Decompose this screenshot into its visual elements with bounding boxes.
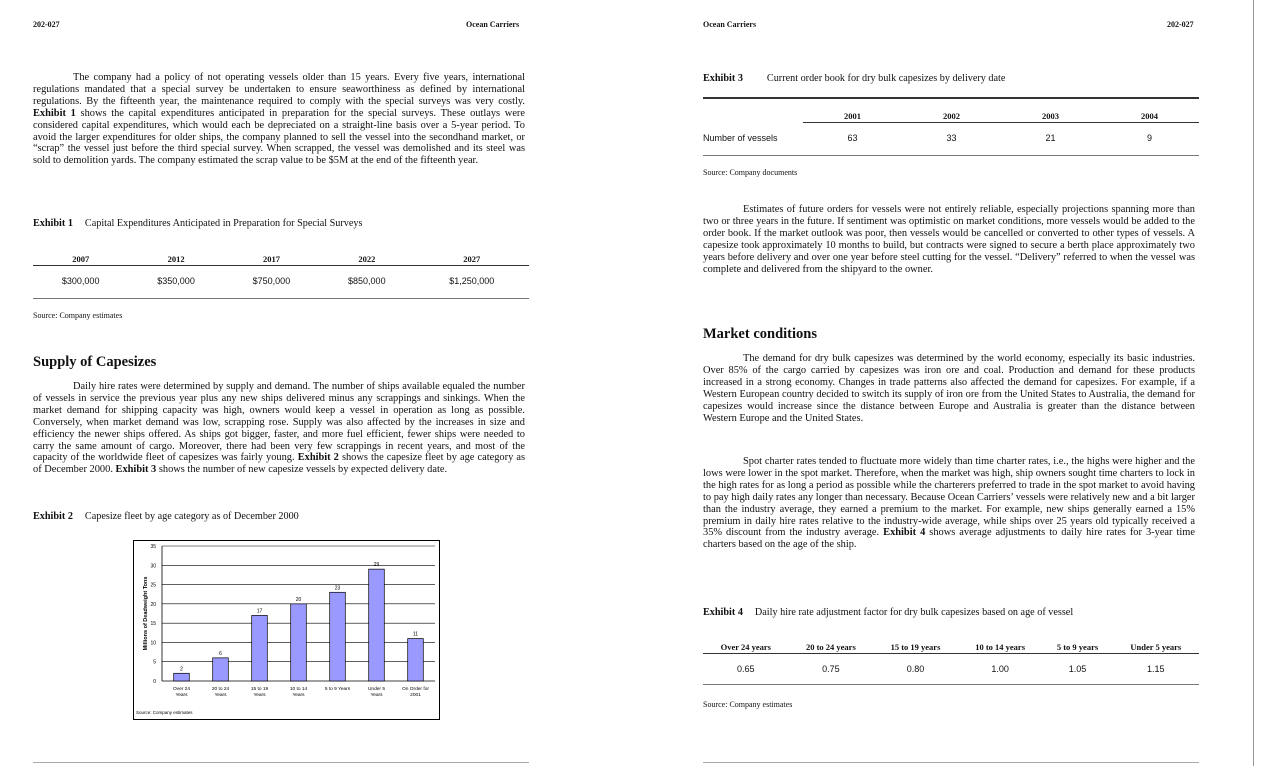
- data-label: 20: [295, 596, 302, 603]
- y-tick-label: 0: [153, 679, 156, 685]
- paragraph-supply: [33, 381, 525, 476]
- exhibit3-caption: [703, 73, 1005, 84]
- text: 2012: [128, 254, 223, 266]
- bar: [174, 673, 190, 681]
- text: 0.75: [822, 664, 840, 674]
- exhibit-ref: Exhibit 1: [33, 107, 76, 119]
- text: Exhibit 3: [115, 464, 157, 476]
- bar: [369, 569, 385, 681]
- text: Under 5 years: [1113, 642, 1199, 654]
- exhibit1-source: Source: Company estimates: [33, 311, 123, 320]
- text: 20 to 24 years: [789, 642, 874, 654]
- y-tick-label: 5: [153, 659, 156, 666]
- bar: [252, 615, 268, 681]
- x-tick-label: 5 to 9 Years: [324, 687, 351, 692]
- data-label: 23: [334, 585, 341, 592]
- text: 2004: [1100, 111, 1199, 123]
- table-rule: [33, 298, 529, 299]
- text: 2001: [803, 111, 902, 123]
- page-number-left: 202-027: [33, 20, 60, 29]
- exhibit1-caption: [33, 218, 362, 229]
- exhibit3-source: Source: Company documents: [703, 168, 798, 177]
- x-tick-label: 2001: [410, 693, 421, 698]
- text: 2003: [1001, 111, 1100, 123]
- y-tick-label: 15: [150, 621, 156, 628]
- data-label: 11: [412, 631, 419, 638]
- exhibit4-caption: [703, 607, 1073, 618]
- text: Capital Expenditures Anticipated in Preparation for Special Surveys: [84, 218, 363, 229]
- y-tick-label: 35: [150, 544, 156, 550]
- y-tick-label: 20: [150, 601, 156, 608]
- text: shows the capital expenditures anticipated in preparation for the special surveys. These outlays were considered capital expenditures, which would each be depreciated on a straight-line basis over a 5-year period. To avoid the larger expenditures for older ships, the company planned to sell the vessel into the secondhand market, or “scrap” the vessel just before the third special survey. When scrapped, the vessel was demolished and its steel was sold to demolition yards. The company estimated the scrap value to be $5M at the end of the fifteenth year.: [33, 107, 525, 167]
- table-top-rule: [703, 97, 1199, 99]
- page-edge: [1253, 0, 1254, 766]
- data-label: 2: [180, 666, 183, 673]
- x-tick-label: Under 5: [367, 687, 386, 692]
- data-label: 17: [256, 608, 263, 615]
- text: shows average adjustments to daily hire rates for 3-year time charters based on the age of the ship.: [703, 527, 1195, 551]
- text: Current order book for dry bulk capesizes by delivery date: [766, 73, 1006, 84]
- text: $750,000: [252, 276, 291, 286]
- text: $850,000: [348, 276, 386, 286]
- text: Exhibit 2: [33, 511, 73, 522]
- x-tick-label: Years: [214, 693, 227, 698]
- text: 63: [847, 133, 858, 143]
- text: 15 to 19 years: [873, 642, 958, 654]
- x-tick-label: On Order for: [402, 687, 429, 692]
- text: $1,250,000: [449, 276, 495, 286]
- text: 1.15: [1147, 664, 1165, 674]
- y-tick-label: 25: [150, 582, 156, 589]
- paragraph-demand: The demand for dry bulk capesizes was determined by the world economy, especially its basic industries. Over 85% of the cargo carried by capesizes was iron ore and coal. Production and demand for these products increased in a strong economy. Changes in trade patterns also affected the demand for capesizes. For example, if a Western European country decided to switch its supply of iron ore from the United States to Australia, the demand for capesizes would increase since the distance between Europe and Australia is greater than the distance between Western Europe and the United States.: [703, 353, 1195, 424]
- text: Exhibit 4: [703, 607, 743, 618]
- page-bottom-rule: [33, 762, 529, 763]
- exhibit4-table: [703, 642, 1199, 684]
- text: 2002: [902, 111, 1001, 123]
- data-label: 6: [219, 650, 222, 657]
- text: 0.80: [906, 664, 925, 674]
- text: $300,000: [61, 276, 100, 286]
- y-tick-label: 30: [150, 563, 156, 570]
- text: 2017: [224, 254, 319, 266]
- y-tick-label: 10: [150, 640, 156, 647]
- x-tick-label: Years: [292, 693, 305, 698]
- x-tick-label: 20 to 24: [211, 687, 230, 692]
- text: 1.00: [991, 664, 1009, 674]
- paragraph-policy: [33, 72, 525, 167]
- text: shows the number of new capesize vessels by expected delivery date.: [156, 464, 448, 476]
- bar: [213, 658, 229, 681]
- section-heading-market: Market conditions: [703, 326, 817, 342]
- x-tick-label: Years: [175, 693, 188, 698]
- text: Exhibit 4: [883, 527, 926, 539]
- text: Exhibit 2: [297, 452, 339, 464]
- page-number-right: 202-027: [1167, 20, 1194, 29]
- paragraph-orders: Estimates of future orders for vessels were not entirely reliable, especially projections spanning more than two or three years in the future. If sentiment was optimistic on market conditions, more vessels would be added to the order book. If the market outlook was poor, then vessels would be cancelled or converted to other types of vessels. A capesize took approximately 10 months to build, but contracts were signed to secure a berth place approximately two years before delivery and over one year before steel cutting for the vessel. “Delivery” referred to when the vessel was complete and delivered from the shipyard to the owner.: [703, 204, 1195, 275]
- table-rule: [703, 155, 1199, 156]
- text: Exhibit 3: [703, 73, 743, 84]
- text: Number of vessels: [703, 132, 778, 143]
- text: 33: [946, 133, 957, 143]
- x-tick-label: 15 to 19: [250, 687, 269, 692]
- exhibit2-caption: [33, 511, 299, 522]
- text: Exhibit 1: [33, 218, 73, 229]
- text: 2007: [33, 254, 128, 266]
- text: 0.65: [737, 664, 755, 674]
- table-rule: [703, 684, 1199, 685]
- exhibit4-source: Source: Company estimates: [703, 700, 793, 709]
- text: 10 to 14 years: [958, 642, 1043, 654]
- running-title-right: Ocean Carriers: [703, 20, 757, 29]
- text: 2027: [415, 254, 530, 266]
- text: Daily hire rate adjustment factor for dry bulk capesizes based on age of vessel: [754, 607, 1074, 618]
- data-label: 29: [373, 562, 380, 569]
- y-axis-label: Millions of Deadweight Tons: [143, 576, 149, 651]
- text: 5 to 9 years: [1042, 642, 1112, 654]
- text: 2022: [319, 254, 414, 266]
- chart-source: Source: Company estimates: [136, 710, 193, 715]
- text: Daily hire rates were determined by supply and demand. The number of ships available equaled the number of vessels in service the previous year plus any new ships delivered minus any scrappings and sinkings. When the market demand for shipping capacity was high, owners would keep a vessel in operation as long as possible. Conversely, when market demand was low, scrapping rose. Supply was also affected by the increases in size and efficiency the newer ships offered. As ships got bigger, faster, and more fuel efficient, fewer ships were needed to carry the same amount of cargo. Moreover, there had been very few scrappings in recent years, and most of the capacity of the worldwide fleet of capesizes was fairly young.: [33, 381, 525, 464]
- paragraph-spot-rates: [703, 456, 1195, 551]
- x-tick-label: Over 24: [172, 687, 191, 692]
- x-tick-label: 10 to 14: [289, 687, 308, 692]
- text: 21: [1045, 133, 1056, 143]
- x-tick-label: Years: [253, 693, 266, 698]
- text: 1.05: [1068, 664, 1087, 674]
- exhibit3-table: [703, 111, 1199, 153]
- text: 9: [1146, 133, 1152, 143]
- bar: [330, 592, 346, 681]
- text: The company had a policy of not operating vessels older than 15 years. Every five years, international regulations mandated that a special survey be undertaken to ensure seaworthiness as defined by international regulations. By the fifteenth year, the maintenance required to comply with the special surveys was very costly.: [33, 72, 525, 107]
- text: Over 24 years: [703, 642, 789, 654]
- x-tick-label: Years: [370, 693, 383, 698]
- text: Capesize fleet by age category as of December 2000: [84, 511, 299, 522]
- text: $350,000: [157, 276, 195, 286]
- exhibit1-table: [33, 254, 529, 296]
- running-title-left: Ocean Carriers: [466, 20, 520, 29]
- section-heading-supply: Supply of Capesizes: [33, 354, 157, 370]
- text: shows the capesize fleet by age category as of December 2000.: [33, 452, 525, 476]
- exhibit2-bar-chart: [133, 540, 440, 720]
- page-bottom-rule: [703, 762, 1199, 763]
- text: Spot charter rates tended to fluctuate more widely than time charter rates, i.e., the highs were higher and the lows were lower in the spot market. Therefore, when the market was high, ship owners sought time charters to lock in the high rates for as long a period as possible while the charterers preferred to trade in the spot market to avoid having to pay high daily rates any longer than necessary. Because Ocean Carriers’ vessels were relatively new and a bit larger than the industry average, they earned a premium to the market. For example, new ships generally earned a 15% premium in daily hire rates relative to the industry-wide average, while ships over 25 years old typically received a 35% discount from the industry average.: [703, 456, 1195, 539]
- bar: [408, 639, 424, 681]
- bar: [291, 604, 307, 681]
